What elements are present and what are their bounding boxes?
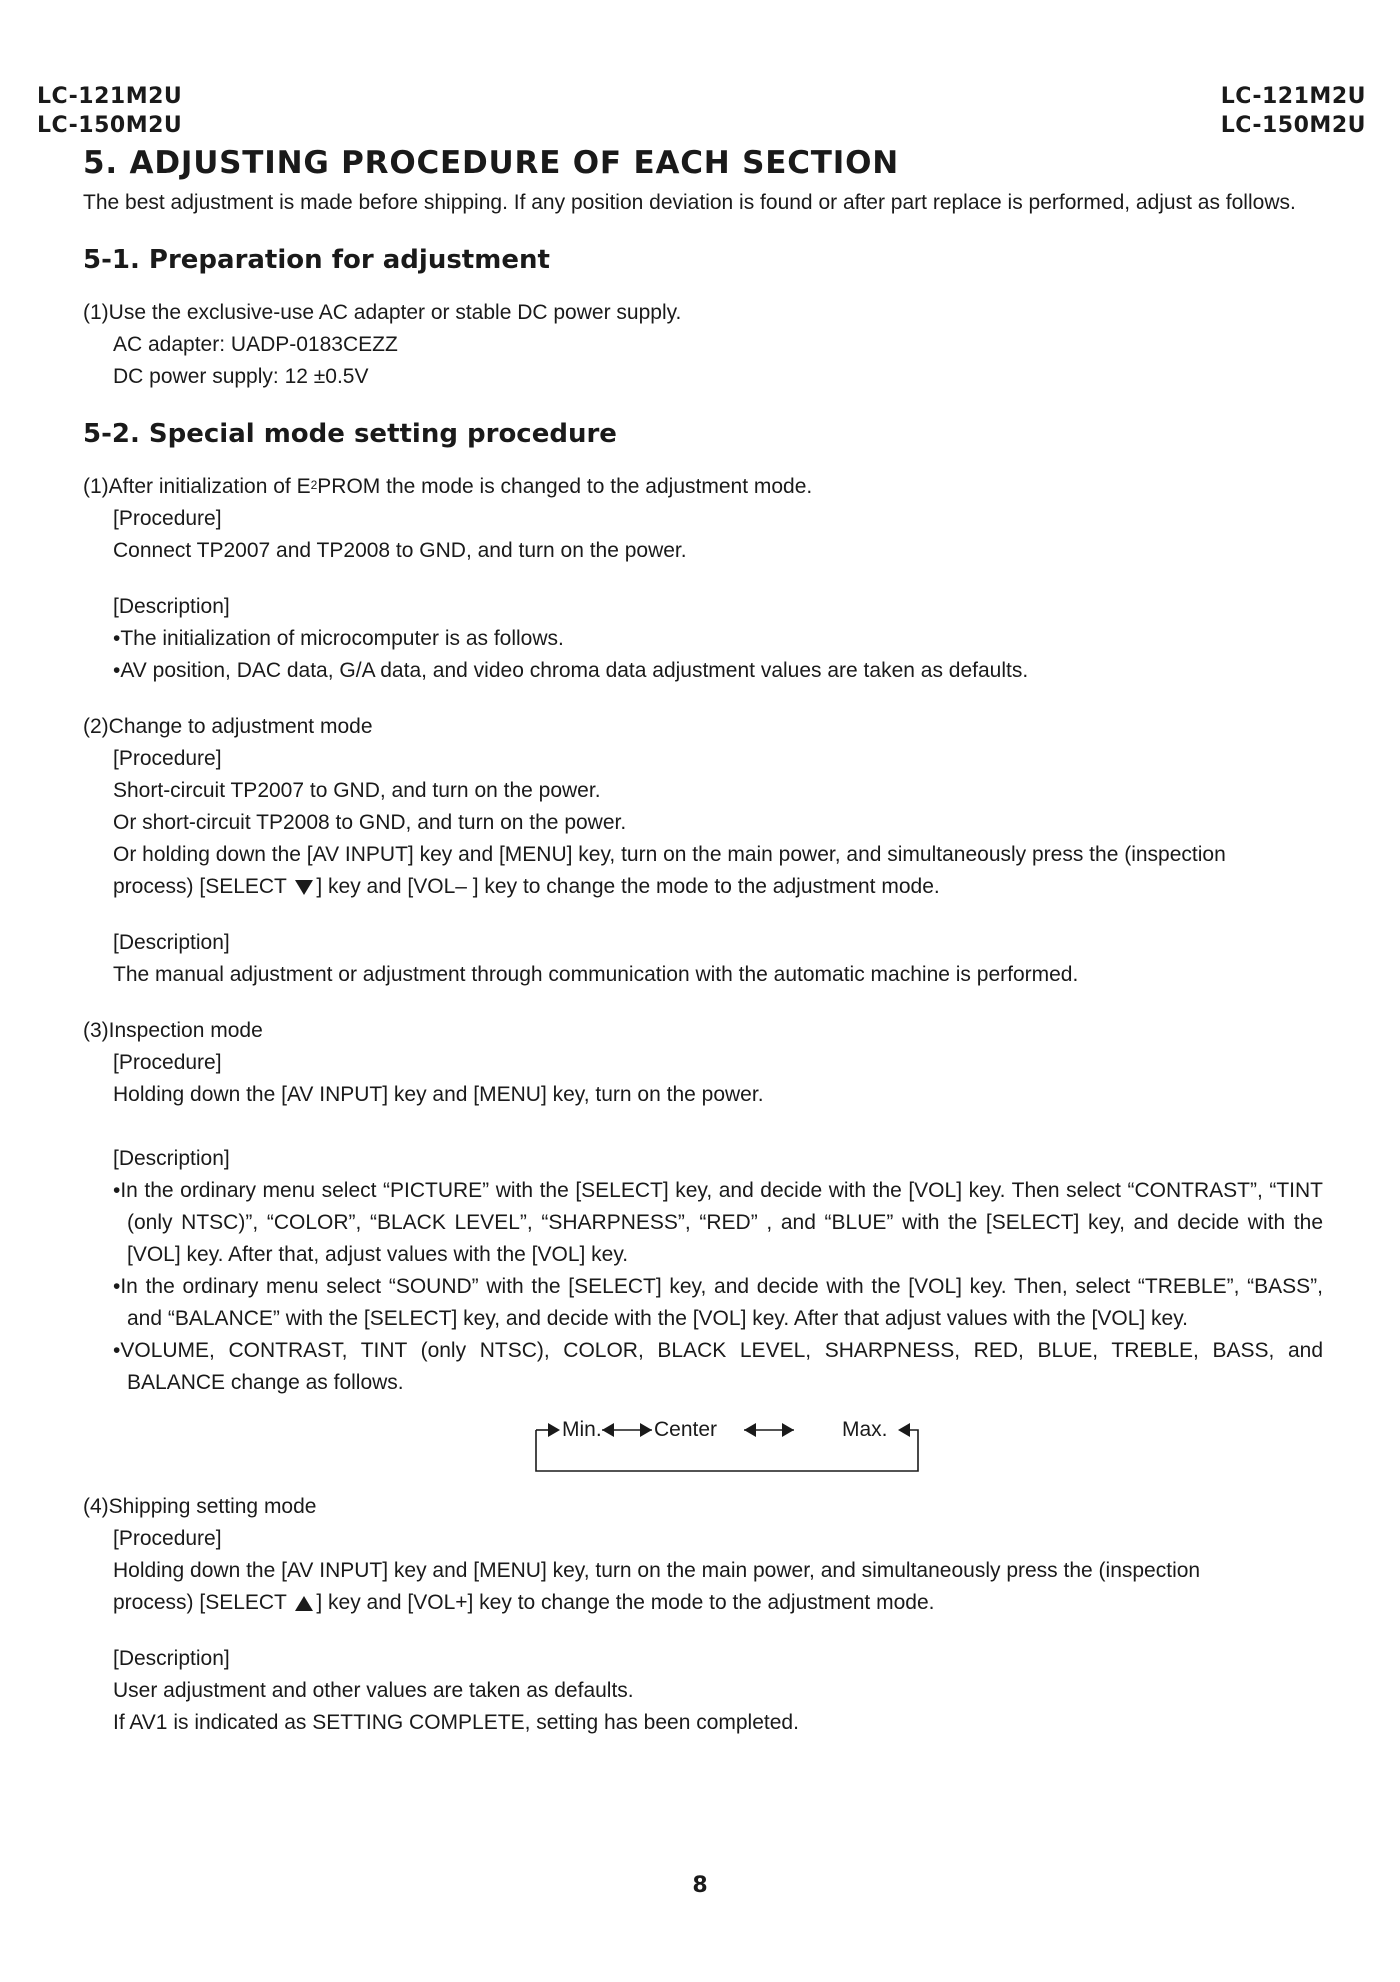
item-3-bullet-1: •In the ordinary menu select “PICTURE” with the [SELECT] key, and decide with the [VOL] key. Then select “CONTRAST”, “TINT (only NTSC)”, “COLOR”, “BLACK LEVEL”, “SHARPNESS”, “RED” , and “BLUE” with the [SELECT] key, and decide with the [VOL] key. After that, adjust values with the [VOL] key. (113, 1179, 1323, 1266)
item-1-lead-sup: 2 (310, 478, 318, 492)
item-4-proc-1: Holding down the [AV INPUT] key and [MENU] key, turn on the main power, and simultaneously press the (inspection (113, 1559, 1201, 1582)
item-3-lead: (3)Inspection mode (83, 1019, 263, 1042)
item-4-proc-2-post: ] key and [VOL+] key to change the mode to the adjustment mode. (316, 1591, 935, 1614)
item-4-desc-2: If AV1 is indicated as SETTING COMPLETE, setting has been completed. (113, 1711, 799, 1734)
item-3-procedure: Holding down the [AV INPUT] key and [MENU] key, turn on the power. (113, 1083, 764, 1106)
item-4-proc-2 (113, 1587, 1323, 1619)
arrow-left-icon (744, 1423, 756, 1437)
item-4-lead: (4)Shipping setting mode (83, 1495, 317, 1518)
item-2-proc-4-post: ] key and [VOL– ] key to change the mode to the adjustment mode. (316, 875, 940, 898)
diagram-max-label: Max. (842, 1418, 888, 1441)
model-left-1: LC-121M2U (37, 84, 183, 109)
item-3-bullet-2: •In the ordinary menu select “SOUND” with the [SELECT] key, and decide with the [VOL] key. Then, select “TREBLE”, “BASS”, and “BALANCE” with the [SELECT] key, and decide with the [VOL] key. After that adjust values with the [VOL] key. (113, 1275, 1323, 1330)
arrow-right-icon (782, 1423, 794, 1437)
item-1-lead-post: PROM the mode is changed to the adjustment mode. (317, 475, 813, 498)
page-title: 5. ADJUSTING PROCEDURE OF EACH SECTION (83, 145, 899, 181)
item-3-bullet-3: •VOLUME, CONTRAST, TINT (only NTSC), COLOR, BLACK LEVEL, SHARPNESS, RED, BLUE, TREBLE, BASS, and BALANCE change as follows. (113, 1339, 1323, 1394)
item-2-proc-1: Short-circuit TP2007 to GND, and turn on the power. (113, 779, 601, 802)
page-number: 8 (692, 1873, 708, 1898)
item-1-lead (83, 471, 1323, 503)
arrow-left-icon (898, 1423, 910, 1437)
prep-line-1: (1)Use the exclusive-use AC adapter or stable DC power supply. (83, 301, 682, 324)
model-number-right (1221, 82, 1366, 140)
special-mode-item-3 (83, 1015, 1323, 1483)
item-4-proc-2-pre: process) [SELECT (113, 1591, 293, 1614)
value-cycle-diagram (528, 1413, 928, 1483)
arrow-right-icon (548, 1423, 560, 1437)
item-1-lead-pre: (1)After initialization of E (83, 475, 311, 498)
page-content (83, 143, 1323, 1739)
item-1-bullet-2: •AV position, DAC data, G/A data, and video chroma data adjustment values are taken as defaults. (113, 659, 1029, 682)
model-right-2: LC-150M2U (1220, 113, 1366, 138)
item-2-description-label: [Description] (113, 931, 230, 954)
item-2-lead: (2)Change to adjustment mode (83, 715, 373, 738)
item-1-procedure-label: [Procedure] (113, 507, 222, 530)
triangle-down-icon (295, 880, 313, 895)
diagram-center-label: Center (654, 1418, 718, 1441)
section-1-item-1 (83, 297, 1323, 393)
special-mode-item-1 (83, 471, 1323, 687)
item-4-description-label: [Description] (113, 1647, 230, 1670)
section-1-heading: 5-1. Preparation for adjustment (83, 245, 550, 275)
diagram-min-label: Min. (562, 1418, 602, 1441)
dc-power-line: DC power supply: 12 ±0.5V (113, 365, 369, 388)
arrow-left-icon (602, 1423, 614, 1437)
item-2-proc-4 (113, 871, 1323, 903)
special-mode-item-2 (83, 711, 1323, 991)
triangle-up-icon (295, 1596, 313, 1611)
section-2-heading: 5-2. Special mode setting procedure (83, 419, 617, 449)
item-3-description-label: [Description] (113, 1147, 230, 1170)
item-3-procedure-label: [Procedure] (113, 1051, 222, 1074)
item-1-procedure: Connect TP2007 and TP2008 to GND, and turn on the power. (113, 539, 687, 562)
item-2-procedure-label: [Procedure] (113, 747, 222, 770)
item-4-procedure-label: [Procedure] (113, 1527, 222, 1550)
item-2-description: The manual adjustment or adjustment through communication with the automatic machine is performed. (113, 963, 1079, 986)
item-2-proc-2: Or short-circuit TP2008 to GND, and turn on the power. (113, 811, 627, 834)
model-left-2: LC-150M2U (37, 113, 183, 138)
item-4-desc-1: User adjustment and other values are taken as defaults. (113, 1679, 634, 1702)
item-1-bullet-1: •The initialization of microcomputer is as follows. (113, 627, 564, 650)
item-2-proc-4-pre: process) [SELECT (113, 875, 293, 898)
model-right-1: LC-121M2U (1220, 84, 1366, 109)
ac-adapter-line: AC adapter: UADP-0183CEZZ (113, 333, 398, 356)
model-number-left (37, 82, 182, 140)
item-1-description-label: [Description] (113, 595, 230, 618)
intro-paragraph: The best adjustment is made before shipping. If any position deviation is found or after part replace is performed, adjust as follows. (83, 191, 1296, 214)
item-2-proc-3: Or holding down the [AV INPUT] key and [MENU] key, turn on the main power, and simultaneously press the (inspection (113, 843, 1226, 866)
special-mode-item-4 (83, 1491, 1323, 1739)
arrow-right-icon (640, 1423, 652, 1437)
